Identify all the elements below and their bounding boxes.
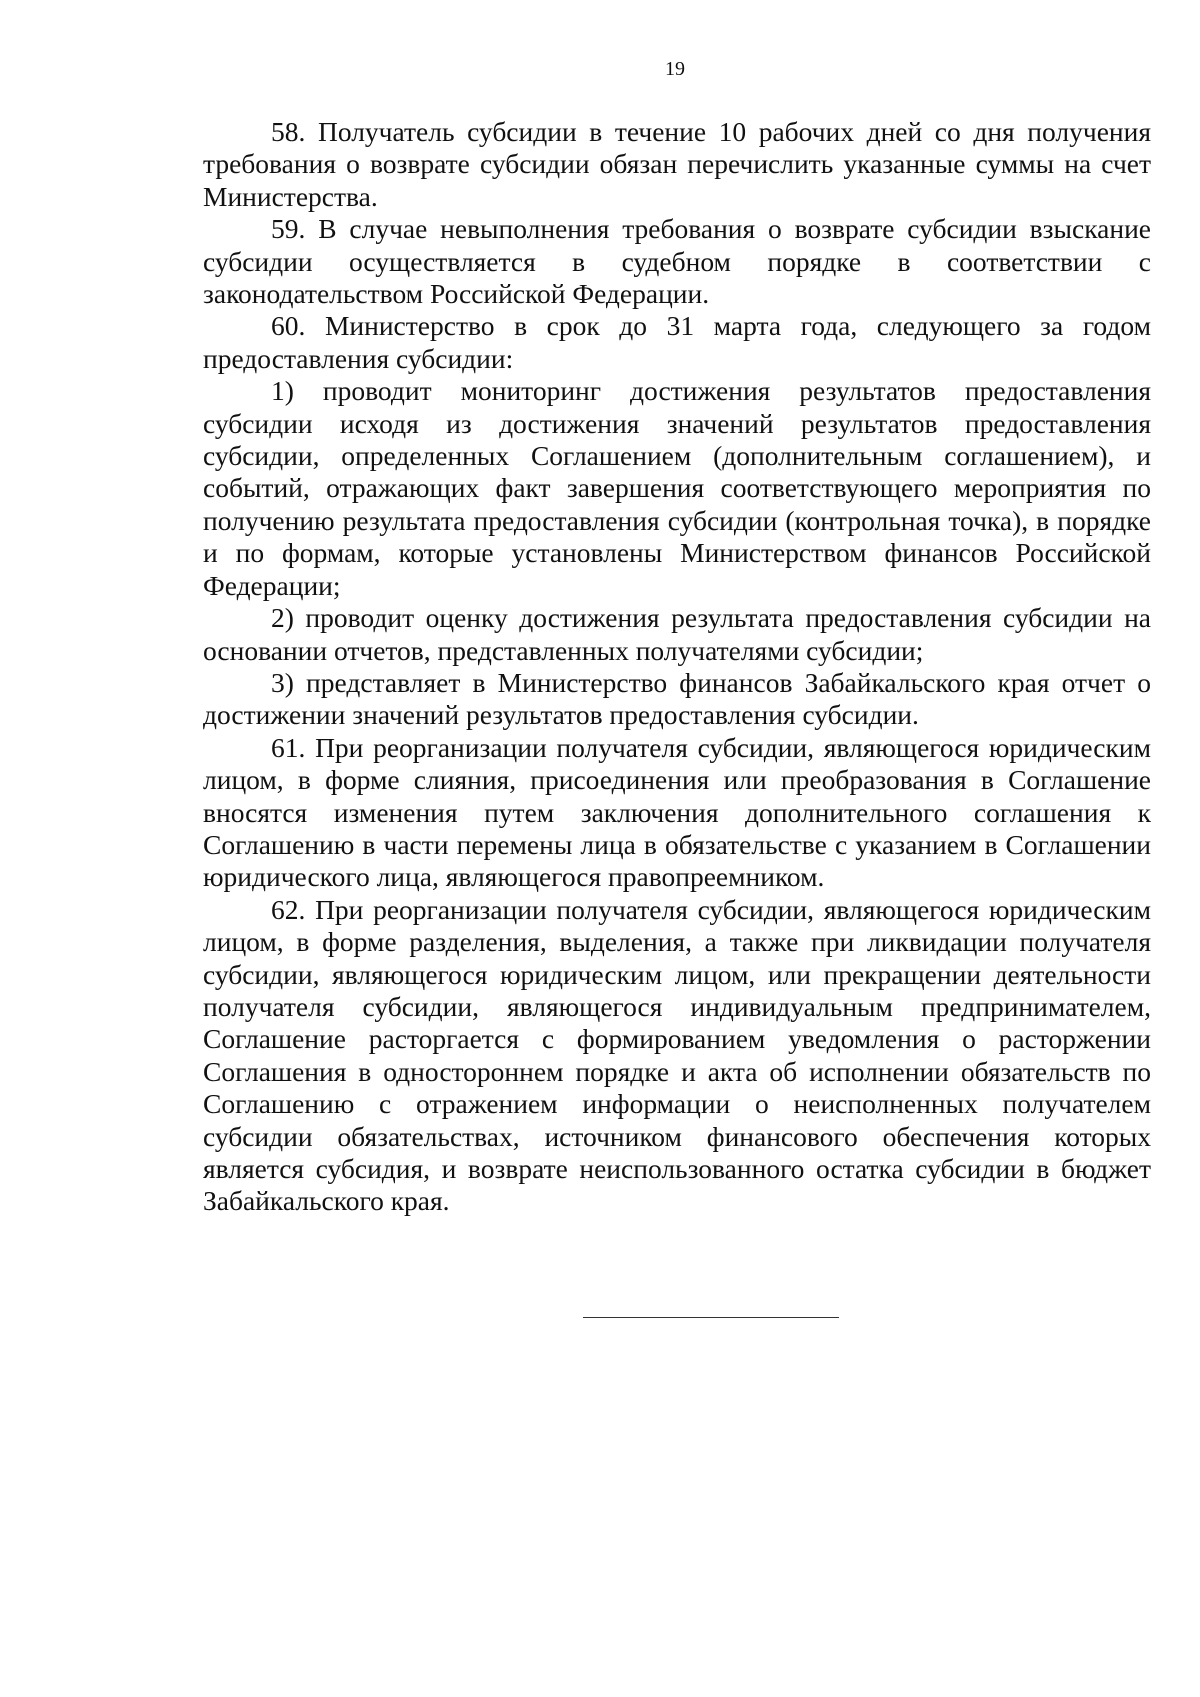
- paragraph-60-item-1: 1) проводит мониторинг достижения результатов предоставления субсидии исходя из достижения значений результатов предоставления субсидии, определенных Соглашением (дополнительным соглашением), и событий, отражающих факт завершения соответствующего мероприятия по получению результата предоставления субсидии (контрольная точка), в порядке и по формам, которые установлены Министерством финансов Российской Федерации;: [203, 375, 1151, 601]
- page-number: 19: [665, 58, 685, 80]
- end-of-document-rule: [583, 1317, 839, 1318]
- paragraph-61: 61. При реорганизации получателя субсидии, являющегося юридическим лицом, в форме слияния, присоединения или преобразования в Соглашение вносятся изменения путем заключения дополнительного соглашения к Соглашению в части перемены лица в обязательстве с указанием в Соглашении юридического лица, являющегося правопреемником.: [203, 731, 1151, 893]
- paragraph-60-item-2: 2) проводит оценку достижения результата предоставления субсидии на основании отчетов, представленных получателями субсидии;: [203, 602, 1151, 666]
- paragraph-60: 60. Министерство в срок до 31 марта года, следующего за годом предоставления субсидии:: [203, 310, 1151, 374]
- document-body: [203, 116, 1151, 1218]
- paragraph-60-item-3: 3) представляет в Министерство финансов Забайкальского края отчет о достижении значений результатов предоставления субсидии.: [203, 666, 1151, 731]
- paragraph-58: 58. Получатель субсидии в течение 10 рабочих дней со дня получения требования о возврате субсидии обязан перечислить указанные суммы на счет Министерства.: [203, 116, 1151, 212]
- paragraph-59: 59. В случае невыполнения требования о возврате субсидии взыскание субсидии осуществляется в судебном порядке в соответствии с законодательством Российской Федерации.: [203, 213, 1151, 310]
- paragraph-62: 62. При реорганизации получателя субсидии, являющегося юридическим лицом, в форме разделения, выделения, а также при ликвидации получателя субсидии, являющегося юридическим лицом, или прекращении деятельности получателя субсидии, являющегося индивидуальным предпринимателем, Соглашение расторгается с формированием уведомления о расторжении Соглашения в одностороннем порядке и акта об исполнении обязательств по Соглашению с отражением информации о неисполненных получателем субсидии обязательствах, источником финансового обеспечения которых является субсидия, и возврате неиспользованного остатка субсидии в бюджет Забайкальского края.: [203, 893, 1151, 1217]
